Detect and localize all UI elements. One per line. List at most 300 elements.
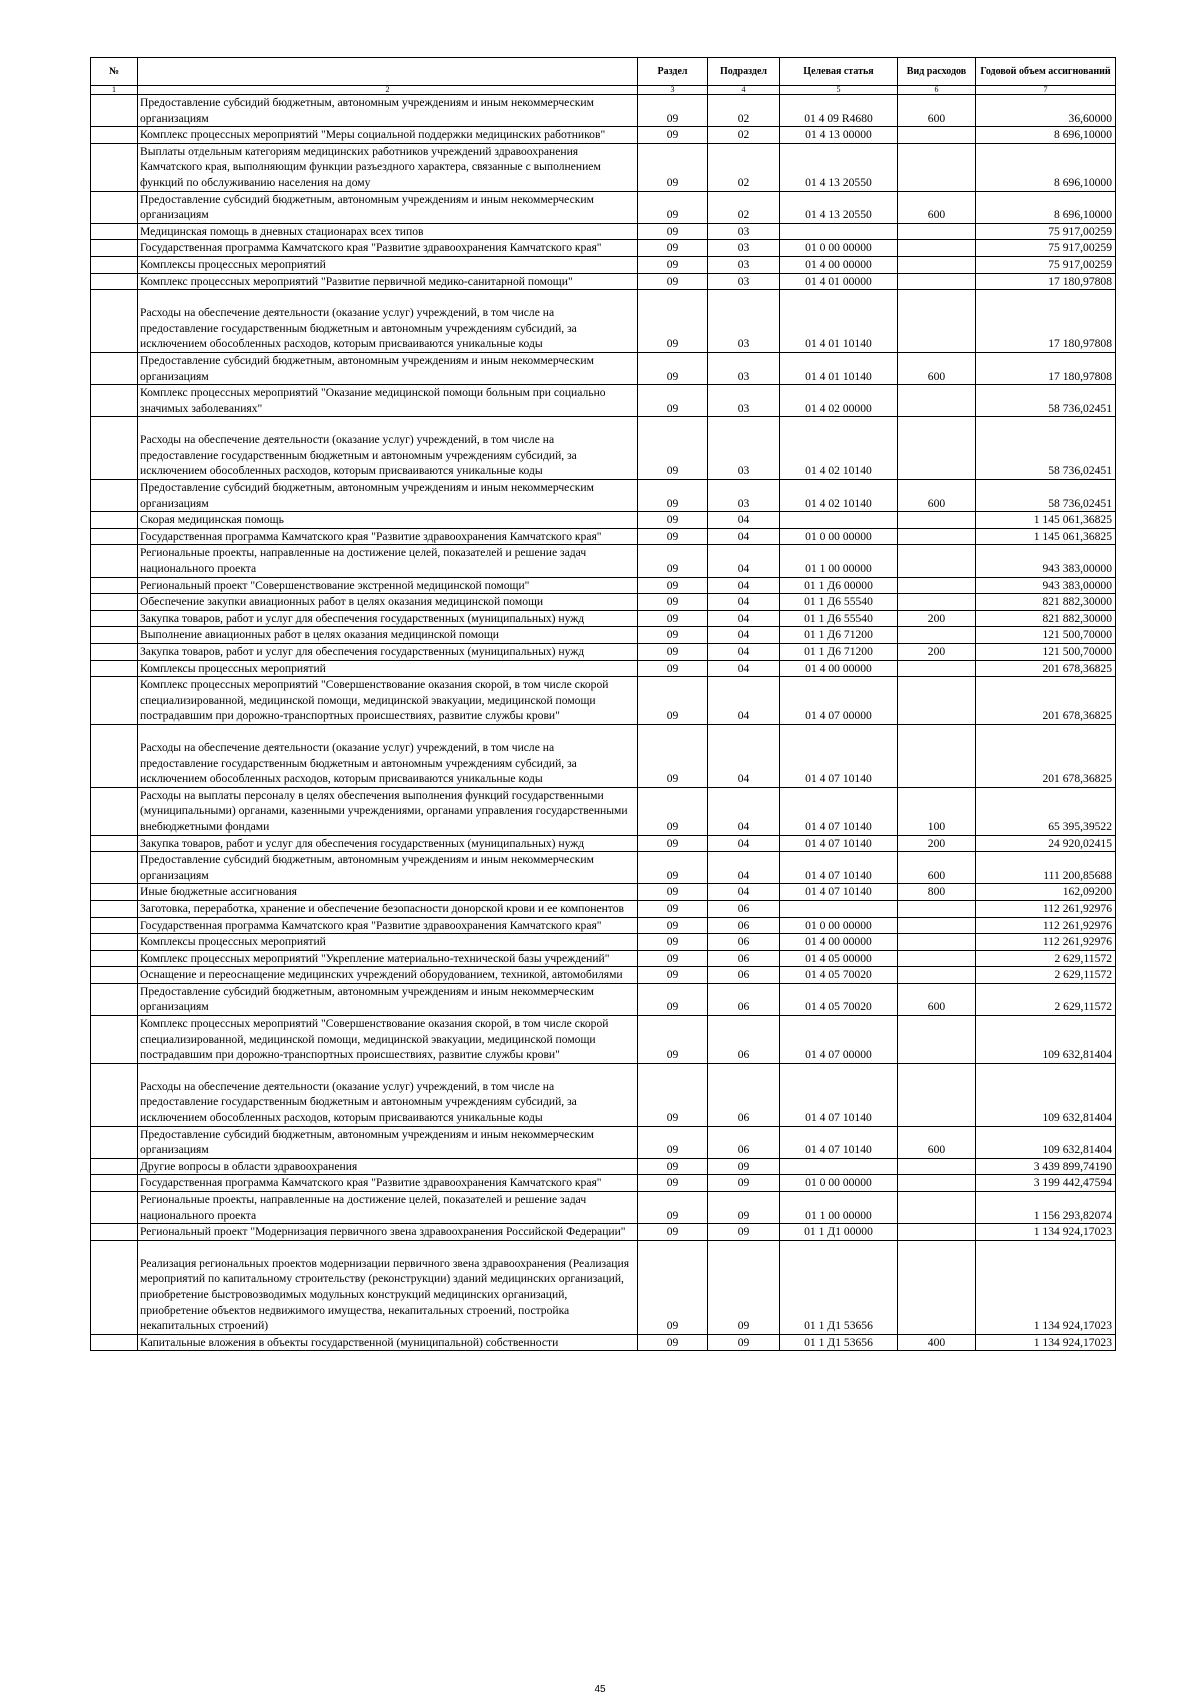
row-expense-cell: 200 bbox=[898, 610, 976, 627]
row-section-cell: 09 bbox=[638, 644, 708, 661]
row-target-cell: 01 1 00 00000 bbox=[780, 545, 898, 577]
row-amount-cell: 1 134 924,17023 bbox=[976, 1224, 1116, 1241]
row-section-cell: 09 bbox=[638, 127, 708, 144]
column-number: 6 bbox=[898, 86, 976, 95]
row-name-cell: Предоставление субсидий бюджетным, автономным учреждениям и иным некоммерческим организациям bbox=[138, 983, 638, 1015]
row-target-cell: 01 4 07 10140 bbox=[780, 835, 898, 852]
table-row bbox=[91, 967, 1116, 984]
row-target-cell: 01 4 13 00000 bbox=[780, 127, 898, 144]
row-target-cell: 01 0 00 00000 bbox=[780, 240, 898, 257]
row-expense-cell bbox=[898, 512, 976, 529]
row-amount-cell: 121 500,70000 bbox=[976, 627, 1116, 644]
row-target-cell: 01 1 00 00000 bbox=[780, 1192, 898, 1224]
row-amount-cell: 2 629,11572 bbox=[976, 950, 1116, 967]
row-subsection-cell: 03 bbox=[708, 480, 780, 512]
row-expense-cell bbox=[898, 545, 976, 577]
row-amount-cell: 821 882,30000 bbox=[976, 610, 1116, 627]
row-subsection-cell: 04 bbox=[708, 852, 780, 884]
row-name-cell: Выплаты отдельным категориям медицинских работников учреждений здравоохранения Камчатского края, выполняющим функции разъездного характера, связанные с выполнением функций по обслуживанию населения на дому bbox=[138, 143, 638, 191]
row-number-cell bbox=[91, 1016, 138, 1064]
row-section-cell: 09 bbox=[638, 417, 708, 480]
table-row bbox=[91, 917, 1116, 934]
row-section-cell: 09 bbox=[638, 223, 708, 240]
row-section-cell: 09 bbox=[638, 610, 708, 627]
table-row bbox=[91, 1240, 1116, 1334]
row-section-cell: 09 bbox=[638, 545, 708, 577]
row-subsection-cell: 04 bbox=[708, 610, 780, 627]
row-name-cell: Комплекс процессных мероприятий "Меры социальной поддержки медицинских работников" bbox=[138, 127, 638, 144]
row-name-cell: Комплекс процессных мероприятий "Совершенствование оказания скорой, в том числе скорой специализированной, медицинской помощи, медицинской эвакуации, медицинской помощи пострадавшим при дорожно-транспортных происшествиях, развитие службы крови" bbox=[138, 677, 638, 725]
row-name-cell: Предоставление субсидий бюджетным, автономным учреждениям и иным некоммерческим организациям bbox=[138, 95, 638, 127]
table-row bbox=[91, 1126, 1116, 1158]
row-expense-cell: 800 bbox=[898, 884, 976, 901]
row-section-cell: 09 bbox=[638, 1126, 708, 1158]
row-section-cell: 09 bbox=[638, 1175, 708, 1192]
row-target-cell: 01 4 07 00000 bbox=[780, 1016, 898, 1064]
row-amount-cell: 8 696,10000 bbox=[976, 143, 1116, 191]
row-amount-cell: 17 180,97808 bbox=[976, 352, 1116, 384]
row-subsection-cell: 03 bbox=[708, 417, 780, 480]
table-row bbox=[91, 644, 1116, 661]
row-section-cell: 09 bbox=[638, 983, 708, 1015]
row-number-cell bbox=[91, 352, 138, 384]
row-number-cell bbox=[91, 273, 138, 290]
row-name-cell: Государственная программа Камчатского края "Развитие здравоохранения Камчатского края" bbox=[138, 917, 638, 934]
table-row bbox=[91, 950, 1116, 967]
row-number-cell bbox=[91, 884, 138, 901]
row-subsection-cell: 02 bbox=[708, 191, 780, 223]
row-expense-cell bbox=[898, 627, 976, 644]
budget-table bbox=[90, 57, 1116, 1351]
column-number: 1 bbox=[91, 86, 138, 95]
row-target-cell: 01 0 00 00000 bbox=[780, 1175, 898, 1192]
row-subsection-cell: 04 bbox=[708, 627, 780, 644]
row-expense-cell bbox=[898, 273, 976, 290]
row-subsection-cell: 06 bbox=[708, 917, 780, 934]
row-subsection-cell: 04 bbox=[708, 835, 780, 852]
row-section-cell: 09 bbox=[638, 967, 708, 984]
row-subsection-cell: 03 bbox=[708, 223, 780, 240]
row-name-cell: Другие вопросы в области здравоохранения bbox=[138, 1158, 638, 1175]
row-name-cell: Иные бюджетные ассигнования bbox=[138, 884, 638, 901]
table-row bbox=[91, 95, 1116, 127]
row-name-cell: Расходы на обеспечение деятельности (оказание услуг) учреждений, в том числе на предоставление государственным бюджетным и автономным учреждениям субсидий, за исключением обособленных расходов, которым присваиваются уникальные коды bbox=[138, 290, 638, 353]
row-section-cell: 09 bbox=[638, 273, 708, 290]
row-subsection-cell: 06 bbox=[708, 900, 780, 917]
row-target-cell: 01 4 01 00000 bbox=[780, 273, 898, 290]
header-amount: Годовой объем ассигнований bbox=[976, 58, 1116, 86]
row-section-cell: 09 bbox=[638, 934, 708, 951]
row-expense-cell bbox=[898, 900, 976, 917]
row-target-cell: 01 4 05 70020 bbox=[780, 983, 898, 1015]
row-name-cell: Предоставление субсидий бюджетным, автономным учреждениям и иным некоммерческим организациям bbox=[138, 1126, 638, 1158]
row-amount-cell: 58 736,02451 bbox=[976, 385, 1116, 417]
row-number-cell bbox=[91, 644, 138, 661]
row-expense-cell: 200 bbox=[898, 644, 976, 661]
row-expense-cell: 600 bbox=[898, 191, 976, 223]
row-name-cell: Комплекс процессных мероприятий "Развитие первичной медико-санитарной помощи" bbox=[138, 273, 638, 290]
row-section-cell: 09 bbox=[638, 143, 708, 191]
header-expense: Вид расходов bbox=[898, 58, 976, 86]
page-number: 45 bbox=[594, 1684, 606, 1695]
row-expense-cell bbox=[898, 290, 976, 353]
row-amount-cell: 24 920,02415 bbox=[976, 835, 1116, 852]
row-subsection-cell: 03 bbox=[708, 290, 780, 353]
row-expense-cell bbox=[898, 528, 976, 545]
row-expense-cell bbox=[898, 677, 976, 725]
row-target-cell: 01 4 13 20550 bbox=[780, 143, 898, 191]
header-num: № bbox=[91, 58, 138, 86]
table-row bbox=[91, 1063, 1116, 1126]
table-row bbox=[91, 900, 1116, 917]
row-expense-cell: 600 bbox=[898, 983, 976, 1015]
row-amount-cell: 3 439 899,74190 bbox=[976, 1158, 1116, 1175]
table-row bbox=[91, 1016, 1116, 1064]
row-section-cell: 09 bbox=[638, 290, 708, 353]
row-expense-cell bbox=[898, 934, 976, 951]
row-name-cell: Выполнение авиационных работ в целях оказания медицинской помощи bbox=[138, 627, 638, 644]
row-amount-cell: 2 629,11572 bbox=[976, 967, 1116, 984]
row-section-cell: 09 bbox=[638, 1158, 708, 1175]
row-amount-cell: 821 882,30000 bbox=[976, 594, 1116, 611]
row-target-cell: 01 1 Д1 53656 bbox=[780, 1240, 898, 1334]
row-amount-cell: 111 200,85688 bbox=[976, 852, 1116, 884]
row-target-cell: 01 4 02 10140 bbox=[780, 480, 898, 512]
row-target-cell: 01 4 02 10140 bbox=[780, 417, 898, 480]
row-name-cell: Предоставление субсидий бюджетным, автономным учреждениям и иным некоммерческим организациям bbox=[138, 852, 638, 884]
row-name-cell: Комплексы процессных мероприятий bbox=[138, 660, 638, 677]
row-amount-cell: 112 261,92976 bbox=[976, 934, 1116, 951]
row-subsection-cell: 04 bbox=[708, 512, 780, 529]
row-number-cell bbox=[91, 917, 138, 934]
header-target: Целевая статья bbox=[780, 58, 898, 86]
row-expense-cell bbox=[898, 1224, 976, 1241]
row-section-cell: 09 bbox=[638, 677, 708, 725]
row-amount-cell: 17 180,97808 bbox=[976, 290, 1116, 353]
row-target-cell bbox=[780, 900, 898, 917]
row-subsection-cell: 04 bbox=[708, 594, 780, 611]
row-section-cell: 09 bbox=[638, 1334, 708, 1351]
row-amount-cell: 109 632,81404 bbox=[976, 1126, 1116, 1158]
row-expense-cell: 600 bbox=[898, 852, 976, 884]
row-subsection-cell: 04 bbox=[708, 577, 780, 594]
row-section-cell: 09 bbox=[638, 900, 708, 917]
row-section-cell: 09 bbox=[638, 256, 708, 273]
row-number-cell bbox=[91, 223, 138, 240]
row-expense-cell bbox=[898, 385, 976, 417]
table-row bbox=[91, 610, 1116, 627]
table-row bbox=[91, 1175, 1116, 1192]
table-row bbox=[91, 983, 1116, 1015]
row-expense-cell bbox=[898, 223, 976, 240]
row-target-cell: 01 1 Д6 55540 bbox=[780, 610, 898, 627]
row-number-cell bbox=[91, 385, 138, 417]
table-row bbox=[91, 1158, 1116, 1175]
table-row bbox=[91, 273, 1116, 290]
row-number-cell bbox=[91, 724, 138, 787]
row-amount-cell: 8 696,10000 bbox=[976, 191, 1116, 223]
row-target-cell: 01 0 00 00000 bbox=[780, 528, 898, 545]
row-target-cell: 01 4 09 R4680 bbox=[780, 95, 898, 127]
header-subsection: Подраздел bbox=[708, 58, 780, 86]
row-name-cell: Предоставление субсидий бюджетным, автономным учреждениям и иным некоммерческим организациям bbox=[138, 480, 638, 512]
table-row bbox=[91, 724, 1116, 787]
table-row bbox=[91, 1192, 1116, 1224]
row-name-cell: Комплекс процессных мероприятий "Оказание медицинской помощи больным при социально значимых заболеваниях" bbox=[138, 385, 638, 417]
row-number-cell bbox=[91, 256, 138, 273]
row-name-cell: Заготовка, переработка, хранение и обеспечение безопасности донорской крови и ее компонентов bbox=[138, 900, 638, 917]
row-expense-cell bbox=[898, 417, 976, 480]
row-section-cell: 09 bbox=[638, 594, 708, 611]
table-row bbox=[91, 290, 1116, 353]
row-target-cell: 01 4 07 10140 bbox=[780, 1063, 898, 1126]
row-subsection-cell: 04 bbox=[708, 724, 780, 787]
row-target-cell: 01 0 00 00000 bbox=[780, 917, 898, 934]
row-expense-cell: 600 bbox=[898, 352, 976, 384]
row-name-cell: Государственная программа Камчатского края "Развитие здравоохранения Камчатского края" bbox=[138, 528, 638, 545]
table-body bbox=[91, 95, 1116, 1351]
row-amount-cell: 109 632,81404 bbox=[976, 1016, 1116, 1064]
row-number-cell bbox=[91, 934, 138, 951]
table-row bbox=[91, 660, 1116, 677]
row-target-cell bbox=[780, 223, 898, 240]
row-target-cell: 01 1 Д6 55540 bbox=[780, 594, 898, 611]
header-row bbox=[91, 58, 1116, 86]
row-subsection-cell: 09 bbox=[708, 1192, 780, 1224]
table-row bbox=[91, 223, 1116, 240]
row-section-cell: 09 bbox=[638, 1192, 708, 1224]
row-expense-cell bbox=[898, 256, 976, 273]
row-section-cell: 09 bbox=[638, 1016, 708, 1064]
table-row bbox=[91, 577, 1116, 594]
table-row bbox=[91, 884, 1116, 901]
row-target-cell: 01 4 02 00000 bbox=[780, 385, 898, 417]
row-subsection-cell: 04 bbox=[708, 660, 780, 677]
row-expense-cell bbox=[898, 143, 976, 191]
row-subsection-cell: 06 bbox=[708, 1016, 780, 1064]
table-row bbox=[91, 256, 1116, 273]
row-number-cell bbox=[91, 787, 138, 835]
row-name-cell: Расходы на обеспечение деятельности (оказание услуг) учреждений, в том числе на предоставление государственным бюджетным и автономным учреждениям субсидий, за исключением обособленных расходов, которым присваиваются уникальные коды bbox=[138, 1063, 638, 1126]
row-subsection-cell: 06 bbox=[708, 983, 780, 1015]
row-subsection-cell: 04 bbox=[708, 884, 780, 901]
row-name-cell: Оснащение и переоснащение медицинских учреждений оборудованием, техникой, автомобилями bbox=[138, 967, 638, 984]
row-name-cell: Закупка товаров, работ и услуг для обеспечения государственных (муниципальных) нужд bbox=[138, 835, 638, 852]
row-expense-cell bbox=[898, 967, 976, 984]
column-number-row bbox=[91, 86, 1116, 95]
row-section-cell: 09 bbox=[638, 1063, 708, 1126]
row-subsection-cell: 04 bbox=[708, 677, 780, 725]
row-amount-cell: 201 678,36825 bbox=[976, 724, 1116, 787]
row-amount-cell: 112 261,92976 bbox=[976, 917, 1116, 934]
row-subsection-cell: 02 bbox=[708, 127, 780, 144]
row-subsection-cell: 03 bbox=[708, 385, 780, 417]
row-name-cell: Комплекс процессных мероприятий "Совершенствование оказания скорой, в том числе скорой специализированной, медицинской помощи, медицинской эвакуации, медицинской помощи пострадавшим при дорожно-транспортных происшествиях, развитие службы крови" bbox=[138, 1016, 638, 1064]
row-amount-cell: 1 134 924,17023 bbox=[976, 1240, 1116, 1334]
row-target-cell: 01 4 00 00000 bbox=[780, 256, 898, 273]
row-subsection-cell: 09 bbox=[708, 1175, 780, 1192]
row-number-cell bbox=[91, 983, 138, 1015]
row-number-cell bbox=[91, 1158, 138, 1175]
row-expense-cell bbox=[898, 1158, 976, 1175]
row-expense-cell bbox=[898, 1192, 976, 1224]
row-section-cell: 09 bbox=[638, 950, 708, 967]
table-row bbox=[91, 352, 1116, 384]
table-row bbox=[91, 480, 1116, 512]
row-section-cell: 09 bbox=[638, 1224, 708, 1241]
row-number-cell bbox=[91, 900, 138, 917]
row-number-cell bbox=[91, 480, 138, 512]
row-amount-cell: 1 134 924,17023 bbox=[976, 1334, 1116, 1351]
row-subsection-cell: 04 bbox=[708, 545, 780, 577]
row-number-cell bbox=[91, 835, 138, 852]
row-amount-cell: 1 145 061,36825 bbox=[976, 528, 1116, 545]
row-section-cell: 09 bbox=[638, 191, 708, 223]
row-number-cell bbox=[91, 852, 138, 884]
row-number-cell bbox=[91, 594, 138, 611]
row-number-cell bbox=[91, 1240, 138, 1334]
row-amount-cell: 943 383,00000 bbox=[976, 545, 1116, 577]
row-number-cell bbox=[91, 95, 138, 127]
row-subsection-cell: 09 bbox=[708, 1158, 780, 1175]
row-name-cell: Государственная программа Камчатского края "Развитие здравоохранения Камчатского края" bbox=[138, 240, 638, 257]
row-number-cell bbox=[91, 967, 138, 984]
row-name-cell: Региональные проекты, направленные на достижение целей, показателей и решение задач национального проекта bbox=[138, 1192, 638, 1224]
row-amount-cell: 75 917,00259 bbox=[976, 223, 1116, 240]
row-amount-cell: 17 180,97808 bbox=[976, 273, 1116, 290]
row-subsection-cell: 04 bbox=[708, 528, 780, 545]
row-amount-cell: 75 917,00259 bbox=[976, 240, 1116, 257]
row-expense-cell: 100 bbox=[898, 787, 976, 835]
row-section-cell: 09 bbox=[638, 577, 708, 594]
row-subsection-cell: 06 bbox=[708, 967, 780, 984]
row-expense-cell bbox=[898, 594, 976, 611]
row-subsection-cell: 03 bbox=[708, 352, 780, 384]
column-number: 3 bbox=[638, 86, 708, 95]
table-row bbox=[91, 934, 1116, 951]
row-subsection-cell: 02 bbox=[708, 143, 780, 191]
row-expense-cell bbox=[898, 240, 976, 257]
row-subsection-cell: 03 bbox=[708, 273, 780, 290]
row-name-cell: Закупка товаров, работ и услуг для обеспечения государственных (муниципальных) нужд bbox=[138, 644, 638, 661]
row-number-cell bbox=[91, 1192, 138, 1224]
row-name-cell: Обеспечение закупки авиационных работ в целях оказания медицинской помощи bbox=[138, 594, 638, 611]
row-section-cell: 09 bbox=[638, 1240, 708, 1334]
row-expense-cell: 400 bbox=[898, 1334, 976, 1351]
row-name-cell: Капитальные вложения в объекты государственной (муниципальной) собственности bbox=[138, 1334, 638, 1351]
row-subsection-cell: 03 bbox=[708, 240, 780, 257]
row-name-cell: Комплексы процессных мероприятий bbox=[138, 256, 638, 273]
row-amount-cell: 65 395,39522 bbox=[976, 787, 1116, 835]
row-number-cell bbox=[91, 545, 138, 577]
row-expense-cell bbox=[898, 577, 976, 594]
row-amount-cell: 58 736,02451 bbox=[976, 480, 1116, 512]
row-number-cell bbox=[91, 240, 138, 257]
row-number-cell bbox=[91, 677, 138, 725]
row-target-cell: 01 4 07 10140 bbox=[780, 1126, 898, 1158]
row-target-cell: 01 4 07 10140 bbox=[780, 787, 898, 835]
row-name-cell: Медицинская помощь в дневных стационарах всех типов bbox=[138, 223, 638, 240]
table-row bbox=[91, 787, 1116, 835]
row-number-cell bbox=[91, 1175, 138, 1192]
row-amount-cell: 2 629,11572 bbox=[976, 983, 1116, 1015]
row-section-cell: 09 bbox=[638, 724, 708, 787]
row-section-cell: 09 bbox=[638, 852, 708, 884]
row-subsection-cell: 06 bbox=[708, 1126, 780, 1158]
column-number: 2 bbox=[138, 86, 638, 95]
row-expense-cell bbox=[898, 660, 976, 677]
row-amount-cell: 109 632,81404 bbox=[976, 1063, 1116, 1126]
row-target-cell: 01 4 07 10140 bbox=[780, 884, 898, 901]
row-subsection-cell: 09 bbox=[708, 1224, 780, 1241]
row-name-cell: Закупка товаров, работ и услуг для обеспечения государственных (муниципальных) нужд bbox=[138, 610, 638, 627]
row-section-cell: 09 bbox=[638, 917, 708, 934]
row-number-cell bbox=[91, 1126, 138, 1158]
row-target-cell: 01 4 13 20550 bbox=[780, 191, 898, 223]
table-row bbox=[91, 835, 1116, 852]
row-section-cell: 09 bbox=[638, 660, 708, 677]
row-amount-cell: 121 500,70000 bbox=[976, 644, 1116, 661]
row-section-cell: 09 bbox=[638, 240, 708, 257]
row-name-cell: Реализация региональных проектов модернизации первичного звена здравоохранения (Реализация мероприятий по капитальному строительству (реконструкции) зданий медицинских организаций, приобретение быстровозводимых модульных конструкций медицинских организаций, приобретение объектов недвижимого имущества, некапитальных строений, постройка некапитальных строений) bbox=[138, 1240, 638, 1334]
row-subsection-cell: 06 bbox=[708, 1063, 780, 1126]
table-row bbox=[91, 191, 1116, 223]
row-expense-cell bbox=[898, 1240, 976, 1334]
row-expense-cell bbox=[898, 724, 976, 787]
row-number-cell bbox=[91, 610, 138, 627]
row-expense-cell bbox=[898, 917, 976, 934]
row-target-cell: 01 1 Д6 00000 bbox=[780, 577, 898, 594]
row-target-cell: 01 4 00 00000 bbox=[780, 660, 898, 677]
row-name-cell: Комплекс процессных мероприятий "Укрепление материально-технической базы учреждений" bbox=[138, 950, 638, 967]
row-number-cell bbox=[91, 528, 138, 545]
row-target-cell: 01 1 Д1 53656 bbox=[780, 1334, 898, 1351]
row-subsection-cell: 02 bbox=[708, 95, 780, 127]
row-number-cell bbox=[91, 660, 138, 677]
row-expense-cell bbox=[898, 1016, 976, 1064]
table-row bbox=[91, 143, 1116, 191]
row-target-cell: 01 1 Д6 71200 bbox=[780, 627, 898, 644]
row-section-cell: 09 bbox=[638, 528, 708, 545]
row-expense-cell: 600 bbox=[898, 480, 976, 512]
column-number: 5 bbox=[780, 86, 898, 95]
row-subsection-cell: 04 bbox=[708, 644, 780, 661]
row-number-cell bbox=[91, 127, 138, 144]
row-amount-cell: 58 736,02451 bbox=[976, 417, 1116, 480]
row-amount-cell: 201 678,36825 bbox=[976, 677, 1116, 725]
row-number-cell bbox=[91, 417, 138, 480]
header-name bbox=[138, 58, 638, 86]
row-expense-cell: 200 bbox=[898, 835, 976, 852]
row-name-cell: Региональный проект "Модернизация первичного звена здравоохранения Российской Федерации" bbox=[138, 1224, 638, 1241]
row-number-cell bbox=[91, 143, 138, 191]
row-amount-cell: 201 678,36825 bbox=[976, 660, 1116, 677]
row-name-cell: Комплексы процессных мероприятий bbox=[138, 934, 638, 951]
row-target-cell: 01 4 01 10140 bbox=[780, 352, 898, 384]
row-amount-cell: 3 199 442,47594 bbox=[976, 1175, 1116, 1192]
row-name-cell: Скорая медицинская помощь bbox=[138, 512, 638, 529]
row-target-cell: 01 4 05 70020 bbox=[780, 967, 898, 984]
table-row bbox=[91, 1224, 1116, 1241]
row-section-cell: 09 bbox=[638, 95, 708, 127]
row-number-cell bbox=[91, 512, 138, 529]
row-number-cell bbox=[91, 1334, 138, 1351]
row-subsection-cell: 04 bbox=[708, 787, 780, 835]
row-target-cell: 01 4 00 00000 bbox=[780, 934, 898, 951]
table-row bbox=[91, 627, 1116, 644]
row-target-cell: 01 4 07 10140 bbox=[780, 852, 898, 884]
row-subsection-cell: 03 bbox=[708, 256, 780, 273]
